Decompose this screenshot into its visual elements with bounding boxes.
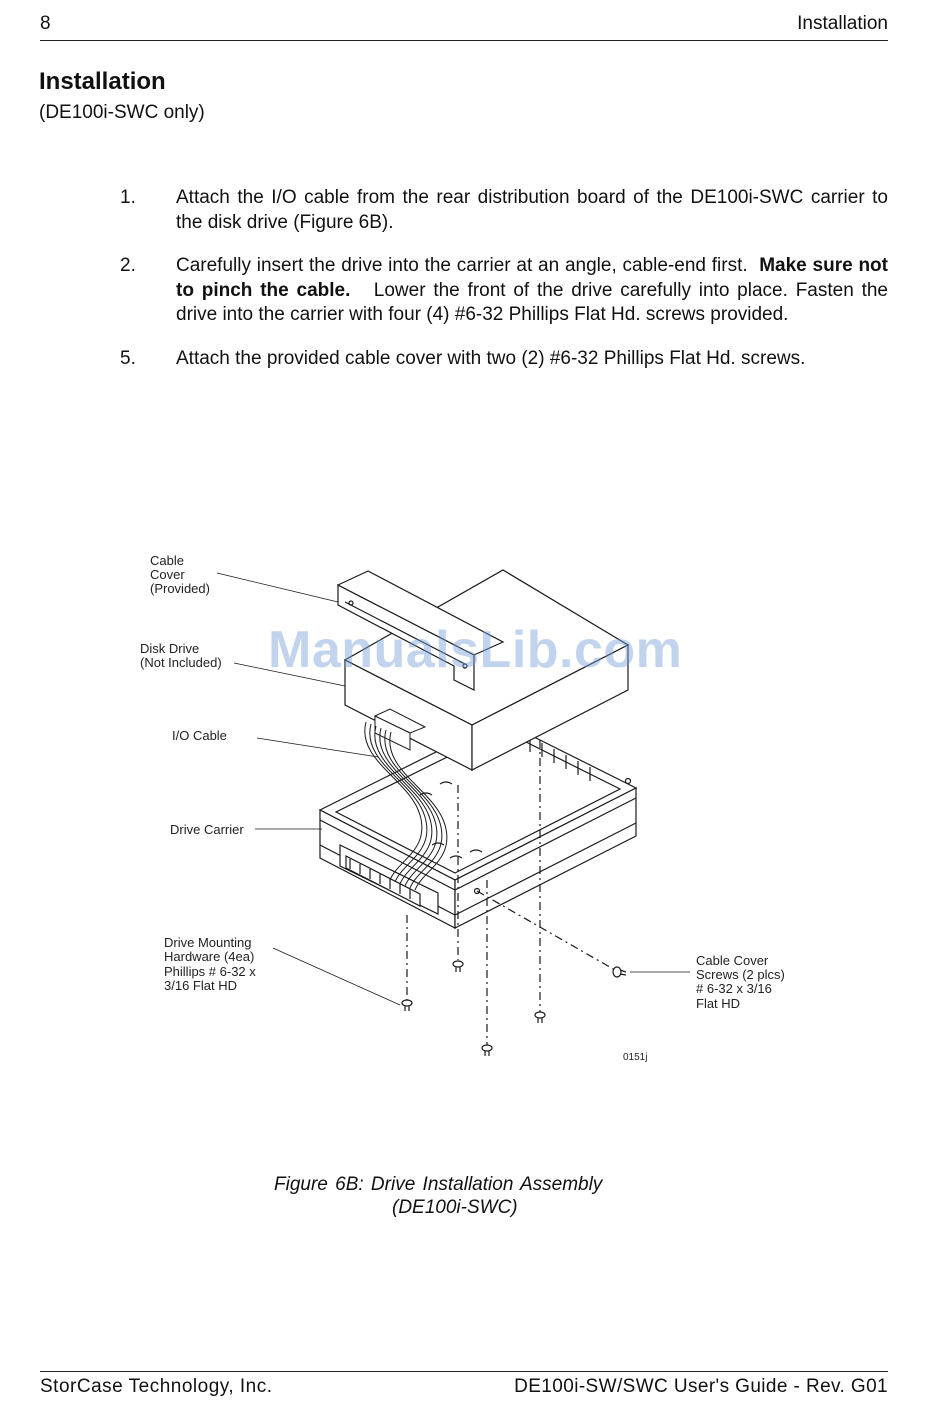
step-number: 5.	[120, 347, 136, 369]
header-title: Installation	[797, 13, 888, 34]
step-text-intro: Carefully insert the drive into the carrier at an angle, cable-end first.	[176, 255, 748, 276]
screw	[453, 961, 463, 972]
figure-caption-model: (DE100i-SWC)	[392, 1197, 518, 1218]
footer-company: StorCase Technology, Inc.	[40, 1376, 273, 1397]
step-text: Attach the I/O cable from the rear distribution board of the DE100i-SWC carrier to the disk drive (Figure 6B).	[176, 187, 888, 233]
screw	[613, 967, 626, 977]
step-number: 1.	[120, 187, 136, 208]
step-text-rest: Lower the front of the drive carefully into place. Fasten the drive into the carrier with four (4) #6-32 Phillips Flat Hd. screws provided.	[176, 279, 888, 325]
step-text: Attach the provided cable cover with two (2) #6-32 Phillips Flat Hd. screws.	[176, 347, 806, 369]
page-number: 8	[40, 13, 51, 34]
step-warning: Make sure not to pinch the cable.	[176, 255, 888, 301]
callout-cable-cover: Cable Cover (Provided)	[150, 553, 210, 596]
figure-id: 0151j	[623, 1052, 648, 1063]
callout-drive-carrier: Drive Carrier	[170, 822, 244, 837]
callout-cover-screws: Cable Cover Screws (2 plcs) # 6-32 x 3/16 Flat HD	[696, 953, 785, 1011]
watermark: ManualsLib.com	[268, 621, 683, 679]
section-subtitle: (DE100i-SWC only)	[39, 102, 205, 123]
step-number: 2.	[120, 255, 136, 276]
section-title: Installation	[39, 68, 166, 95]
callout-disk-drive: Disk Drive (Not Included)	[140, 641, 222, 670]
screw	[535, 1012, 545, 1023]
figure-caption: Figure 6B: Drive Installation Assembly	[274, 1174, 603, 1195]
screw	[482, 1045, 492, 1056]
footer-document-title: DE100i-SW/SWC User's Guide - Rev. G01	[514, 1376, 888, 1397]
callout-io-cable: I/O Cable	[172, 728, 227, 743]
callout-mounting-hardware: Drive Mounting Hardware (4ea) Phillips # 6-32 x 3/16 Flat HD	[164, 935, 256, 993]
footer-divider	[40, 1371, 888, 1372]
screw	[402, 1000, 412, 1011]
